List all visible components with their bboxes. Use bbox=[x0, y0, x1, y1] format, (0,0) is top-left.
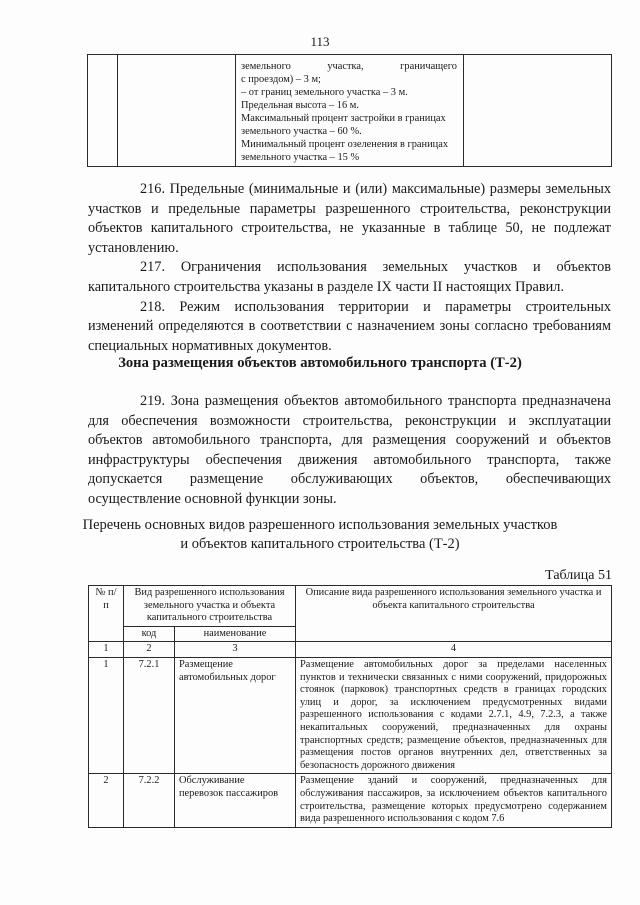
text-line: – от границ земельного участка – 3 м. bbox=[241, 87, 408, 98]
column-number: 3 bbox=[175, 642, 296, 658]
table-cell bbox=[236, 55, 464, 167]
paragraph-218: 218. Режим использования территории и параметры строительных изменений определяются в соответствии с назначением зоны согласно требованиям специальных нормативных документов. bbox=[88, 298, 611, 354]
row-description: Размещение автомобильных дорог за пределами населенных пунктов и технически связанных с ними сооружений, придорожных стоянок (парковок) транспортных средств в границах городских улиц и дорог, за исключением предусмотренных видами разрешенного использования с кодами 2.7.1, 4.9, 7.2.3, а также некапитальных сооружений, предназначенных для охраны транспортных средств; размещение объектов, предназначенных для размещения постов органов внутренних дел, ответственных за безопасность дорожного движения bbox=[296, 657, 612, 773]
column-number: 4 bbox=[296, 642, 612, 658]
header-kind: Вид разрешенного использования земельного участка и объекта капитального строительства bbox=[124, 586, 296, 627]
header-name: наименование bbox=[175, 626, 296, 642]
text-line: Предельная высота – 16 м. bbox=[241, 100, 359, 111]
paragraph-219-block bbox=[88, 392, 611, 510]
paragraph-216: 216. Предельные (минимальные и (или) максимальные) размеры земельных участков и предельные параметры разрешенного строительства, реконструкции объектов капитального строительства, не указанные в таблице 50, не подлежат установлению. bbox=[88, 181, 611, 256]
continued-table bbox=[87, 54, 612, 167]
text-line: Минимальный процент озеленения в границах bbox=[241, 139, 449, 150]
row-name: Размещение автомобильных дорог bbox=[175, 657, 296, 773]
page-number: 113 bbox=[310, 34, 330, 49]
table-row bbox=[89, 657, 612, 773]
table-header-row bbox=[89, 586, 612, 627]
list-title-line: Перечень основных видов разрешенного использования земельных участков bbox=[82, 517, 558, 533]
header-code: код bbox=[124, 626, 175, 642]
zone-heading: Зона размещения объектов автомобильного транспорта (Т-2) bbox=[118, 355, 522, 371]
text-line: земельного участка – 60 %. bbox=[241, 126, 362, 137]
table-row bbox=[88, 55, 612, 167]
paragraph-217: 217. Ограничения использования земельных участков и объектов капитального строительства указаны в разделе IX части II настоящих Правил. bbox=[88, 259, 611, 295]
row-name: Обслуживание перевозок пассажиров bbox=[175, 774, 296, 827]
list-title-line: и объектов капитального строительства (Т-2) bbox=[180, 536, 460, 552]
text-line: Максимальный процент застройки в границах bbox=[241, 113, 446, 124]
table-row bbox=[89, 774, 612, 827]
row-code: 7.2.2 bbox=[124, 774, 175, 827]
text-line: с проездом) – 3 м; bbox=[241, 74, 321, 85]
row-description: Размещение зданий и сооружений, предназначенных для обслуживания пассажиров, за исключением объектов капитального строительства, размещение которых предусмотрено содержанием вида разрешенного использования с кодом 7.6 bbox=[296, 774, 612, 827]
row-number: 1 bbox=[89, 657, 124, 773]
table-label: Таблица 51 bbox=[545, 568, 612, 583]
paragraphs-216-218 bbox=[88, 180, 611, 356]
header-description: Описание вида разрешенного использования земельного участка и объекта капитального строительства bbox=[296, 586, 612, 642]
column-number: 1 bbox=[89, 642, 124, 658]
parameters-text bbox=[236, 55, 463, 166]
list-title bbox=[0, 516, 640, 554]
text-line: земельного участка – 15 % bbox=[241, 152, 360, 163]
row-number: 2 bbox=[89, 774, 124, 827]
table-cell bbox=[118, 55, 236, 167]
text-line: земельного участка, граничащего bbox=[241, 61, 457, 72]
paragraph-219: 219. Зона размещения объектов автомобильного транспорта предназначена для обеспечения возможности строительства, реконструкции и эксплуатации объектов автомобильного транспорта, для размещения сооружений и объектов инфраструктуры обеспечения движения автомобильного транспорта, также допускается размещение обслуживающих объектов, обеспечивающих осуществление основной функции зоны. bbox=[88, 393, 611, 507]
table-numbering-row bbox=[89, 642, 612, 658]
table-cell bbox=[88, 55, 118, 167]
table-cell bbox=[464, 55, 612, 167]
row-code: 7.2.1 bbox=[124, 657, 175, 773]
main-table bbox=[88, 585, 612, 828]
column-number: 2 bbox=[124, 642, 175, 658]
header-num: № п/п bbox=[89, 586, 124, 642]
